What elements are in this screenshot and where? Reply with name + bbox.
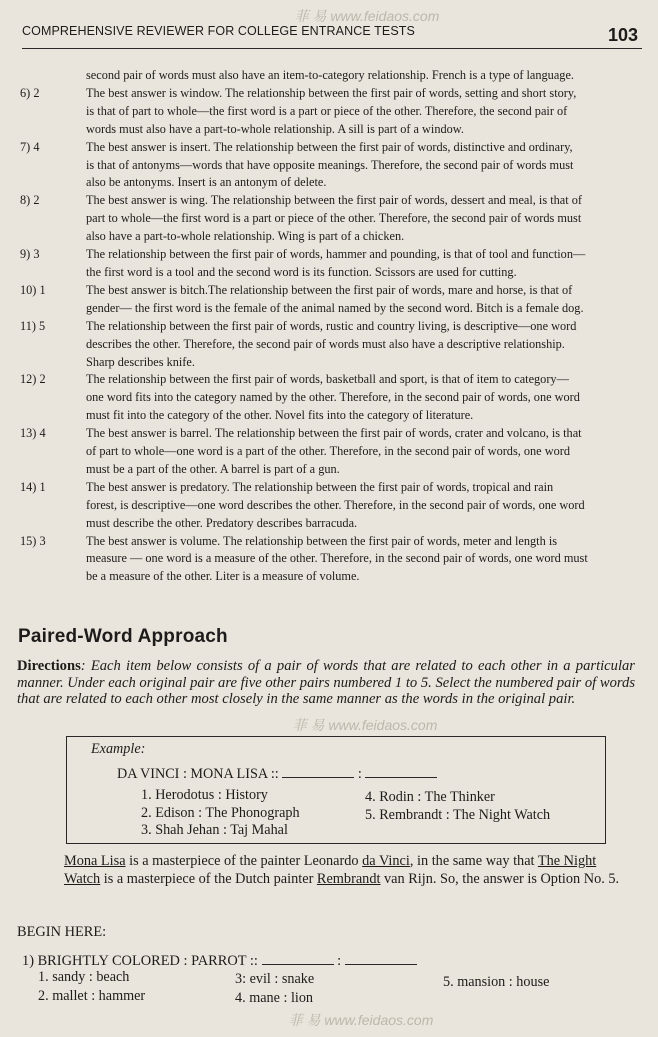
directions-text: : Each item below consists of a pair of words that are related to each other in a particular manner. Under each original pair are five other pairs numbered 1 to 5. Select the numbered pair of words that are related to each other most closely in the same manner as the words in the original pair. xyxy=(17,658,635,708)
answer-text: The best answer is window. The relationship between the first pair of words, setting and short story, is that of part to whole—the first word is a part or piece of the other. Therefore, the second pair of words must also have a part-to-whole relationship. A sill is part of a window. xyxy=(86,85,577,136)
answer-number: 10) 1 xyxy=(20,282,46,297)
answer-item xyxy=(20,425,638,479)
example-label: Example: xyxy=(91,741,146,757)
answer-number: 12) 2 xyxy=(20,372,46,387)
answer-text: The best answer is bitch.The relationship between the first pair of words, mare and horse, is that of gender— the first word is the female of the animal named by the second word. Bitch is a female dog. xyxy=(86,282,584,315)
section-title: Paired-Word Approach xyxy=(18,626,228,647)
answer-text: The best answer is wing. The relationship between the first pair of words, dessert and meal, is that of part to whole—the first word is a part or piece of the other. Therefore, the second pair of words must also have a part-to-whole relationship. Wing is part of a chicken. xyxy=(86,193,582,244)
running-header xyxy=(22,22,642,49)
answer-text: The best answer is insert. The relationship between the first pair of words, distinctive and ordinary, is that of antonyms—words that have opposite meanings. Therefore, the second pair of words must also be antonyms. Insert is an antonym of delete. xyxy=(86,139,574,190)
answer-item xyxy=(20,192,638,246)
example-option: 4. Rodin : The Thinker xyxy=(365,789,495,805)
answer-explanations xyxy=(20,67,638,586)
answer-item xyxy=(20,139,638,193)
answer-text: The best answer is predatory. The relationship between the first pair of words, tropical and rain forest, is descriptive—one word describes the other. Therefore, in the second pair of words, one word must describe the other. Predatory describes barracuda. xyxy=(86,479,585,530)
begin-label: BEGIN HERE: xyxy=(17,924,107,940)
question-option: 5. mansion : house xyxy=(443,974,550,990)
example-pair: DA VINCI : MONA LISA :: : xyxy=(117,765,437,783)
answer-item xyxy=(20,282,638,318)
answer-text: The relationship between the first pair of words, hammer and pounding, is that of tool and function— the first word is a tool and the second word is its function. Scissors are used for cutting. xyxy=(86,247,586,279)
question-stem: 1) BRIGHTLY COLORED : PARROT :: : xyxy=(22,952,417,970)
page-number: 103 xyxy=(607,25,638,45)
answer-number: 7) 4 xyxy=(20,139,40,154)
question-option: 4. mane : lion xyxy=(235,990,314,1006)
answer-number: 11) 5 xyxy=(20,318,46,333)
answer-number: 8) 2 xyxy=(20,193,40,208)
answer-item xyxy=(20,246,638,282)
answer-item xyxy=(20,371,638,425)
answer-text: The relationship between the first pair of words, basketball and sport, is that of item to category— one word fits into the category named by the other. Therefore, in the second pair of words, one word must fit into the category of the other. Novel fits into the category of literature. xyxy=(86,372,580,423)
answer-item xyxy=(20,85,638,139)
answer-number: 9) 3 xyxy=(20,247,40,262)
answer-text: The relationship between the first pair of words, rustic and country living, is descriptive—one word describes the other. Therefore, the second pair of words must also have a descriptive relationship. Sharp describes knife. xyxy=(86,318,577,369)
question-option: 1. sandy : beach xyxy=(38,969,130,985)
answer-number: 6) 2 xyxy=(20,85,40,100)
directions xyxy=(17,658,635,708)
answer-number: 15) 3 xyxy=(20,533,46,548)
answer-blank xyxy=(282,765,354,778)
book-title: COMPREHENSIVE REVIEWER FOR COLLEGE ENTRANCE TESTS xyxy=(22,24,415,38)
example-explanation: Mona Lisa is a masterpiece of the painter Leonardo da Vinci, in the same way that The Night Watch is a masterpiece of the Dutch painter Rembrandt van Rijn. So, the answer is Option No. 5. xyxy=(64,853,620,887)
answer-item xyxy=(20,533,638,587)
watermark: 菲 易 www.feidaos.com xyxy=(288,1012,434,1028)
answer-blank xyxy=(365,765,437,778)
example-option: 5. Rembrandt : The Night Watch xyxy=(365,807,551,823)
example-option: 2. Edison : The Phonograph xyxy=(141,805,300,821)
example-box xyxy=(66,736,606,844)
answer-number: 14) 1 xyxy=(20,479,46,494)
question-option: 3: evil : snake xyxy=(235,971,315,987)
question-option: 2. mallet : hammer xyxy=(38,988,146,1004)
watermark: 菲 易 www.feidaos.com xyxy=(294,8,440,24)
answer-text: The best answer is volume. The relationship between the first pair of words, meter and length is measure — one word is a measure of the other. Therefore, in the second pair of words, one word must be a measure of the other. Liter is a measure of volume. xyxy=(86,533,588,584)
answer-number: 13) 4 xyxy=(20,426,46,441)
answer-blank xyxy=(262,952,334,965)
watermark: 菲 易 www.feidaos.com xyxy=(292,717,438,733)
example-option: 3. Shah Jehan : Taj Mahal xyxy=(141,822,288,838)
answer-intro: second pair of words must also have an item-to-category relationship. French is a type of language. xyxy=(86,68,574,82)
example-option: 1. Herodotus : History xyxy=(141,787,268,803)
answer-blank xyxy=(345,952,417,965)
answer-text: The best answer is barrel. The relationship between the first pair of words, crater and volcano, is that of part to whole—one word is a part of the other. Therefore, in the second pair of words, one word must be a part of the other. A barrel is part of a gun. xyxy=(86,426,582,476)
directions-label: Directions xyxy=(17,658,81,674)
answer-item xyxy=(20,479,638,533)
answer-item xyxy=(20,318,638,372)
